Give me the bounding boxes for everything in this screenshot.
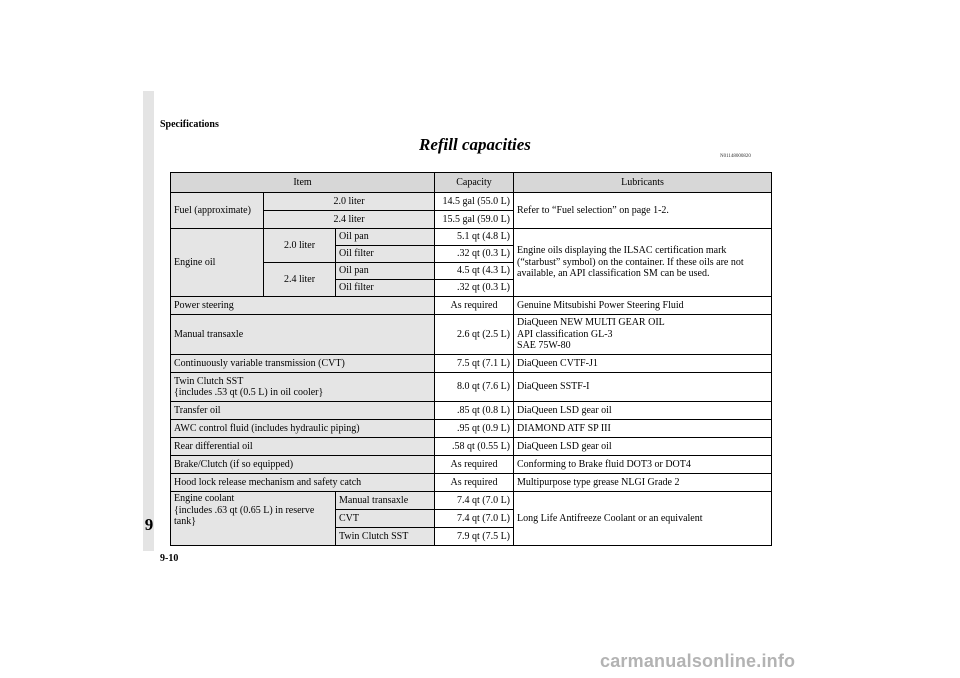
capacity-cell: .85 qt (0.8 L) (435, 402, 514, 420)
document-code: N01148000820 (720, 154, 751, 159)
table-row (171, 492, 772, 510)
item-cell: Transfer oil (171, 402, 435, 420)
section-title: Specifications (160, 119, 219, 130)
coolant-capacity: 7.9 qt (7.5 L) (435, 528, 514, 546)
page-title: Refill capacities (419, 135, 531, 154)
engine-oil-part: Oil filter (336, 246, 435, 263)
watermark: carmanualsonline.info (600, 651, 796, 671)
table-row (171, 373, 772, 402)
engine-oil-capacity: 5.1 qt (4.8 L) (435, 229, 514, 246)
header-item: Item (171, 173, 435, 193)
fuel-capacity: 15.5 gal (59.0 L) (435, 211, 514, 229)
item-cell: AWC control fluid (includes hydraulic piping) (171, 420, 435, 438)
lubricant-cell: DiaQueen CVTF-J1 (514, 355, 772, 373)
lubricant-cell: DiaQueen LSD gear oil (514, 402, 772, 420)
table-row (171, 315, 772, 355)
engine-oil-part: Oil pan (336, 229, 435, 246)
table-row (171, 402, 772, 420)
coolant-lubricant: Long Life Antifreeze Coolant or an equivalent (514, 492, 772, 546)
lubricant-line: API classification GL-3 (517, 328, 613, 340)
table-row (171, 297, 772, 315)
engine-oil-part: Oil pan (336, 263, 435, 280)
header-capacity: Capacity (435, 173, 514, 193)
header-lubricants: Lubricants (514, 173, 772, 193)
lubricant-cell: Multipurpose type grease NLGI Grade 2 (514, 474, 772, 492)
engine-oil-label: Engine oil (171, 229, 264, 297)
lubricant-line: DiaQueen NEW MULTI GEAR OIL (517, 317, 665, 329)
capacity-cell: 8.0 qt (7.6 L) (435, 373, 514, 402)
lubricant-line: SAE 75W-80 (517, 340, 571, 352)
refill-capacities-table (170, 172, 772, 546)
table-row (171, 229, 772, 246)
fuel-variant: 2.4 liter (264, 211, 435, 229)
engine-oil-part: Oil filter (336, 280, 435, 297)
item-line: Twin Clutch SST (174, 375, 244, 387)
item-line: {includes .53 qt (0.5 L) in oil cooler} (174, 387, 324, 398)
item-cell: Continuously variable transmission (CVT) (171, 355, 435, 373)
coolant-label-line: Engine coolant (174, 493, 235, 504)
item-cell: Rear differential oil (171, 438, 435, 456)
coolant-label-line: {includes .63 qt (0.65 L) in reserve (174, 504, 315, 516)
lubricant-cell: DiaQueen SSTF-I (514, 373, 772, 402)
capacity-cell: As required (435, 297, 514, 315)
lubricant-cell: Conforming to Brake fluid DOT3 or DOT4 (514, 456, 772, 474)
chapter-tab-number: 9 (144, 515, 154, 534)
capacity-cell: 2.6 qt (2.5 L) (435, 315, 514, 355)
table-row (171, 355, 772, 373)
capacity-cell: As required (435, 474, 514, 492)
coolant-label (171, 492, 336, 546)
page-number: 9-10 (160, 553, 179, 564)
coolant-variant: Manual transaxle (336, 492, 435, 510)
table-row (171, 193, 772, 211)
lubricant-cell (514, 315, 772, 355)
item-cell: Brake/Clutch (if so equipped) (171, 456, 435, 474)
fuel-capacity: 14.5 gal (55.0 L) (435, 193, 514, 211)
coolant-capacity: 7.4 qt (7.0 L) (435, 492, 514, 510)
table-row (171, 438, 772, 456)
capacity-cell: 7.5 qt (7.1 L) (435, 355, 514, 373)
coolant-capacity: 7.4 qt (7.0 L) (435, 510, 514, 528)
engine-oil-capacity: .32 qt (0.3 L) (435, 280, 514, 297)
capacity-cell: As required (435, 456, 514, 474)
coolant-label-line: tank} (174, 516, 197, 527)
table-row (171, 456, 772, 474)
fuel-lubricant: Refer to “Fuel selection” on page 1-2. (514, 193, 772, 229)
chapter-tab (143, 91, 154, 551)
engine-oil-lubricant: Engine oils displaying the ILSAC certification mark (“starbust” symbol) on the container. If these oils are not available, an API classification SM can be used. (514, 229, 772, 297)
table-row (171, 474, 772, 492)
table-header-row (171, 173, 772, 193)
lubricant-cell: Genuine Mitsubishi Power Steering Fluid (514, 297, 772, 315)
table-row (171, 420, 772, 438)
coolant-variant: Twin Clutch SST (336, 528, 435, 546)
coolant-variant: CVT (336, 510, 435, 528)
engine-oil-variant: 2.4 liter (264, 263, 336, 297)
engine-oil-capacity: .32 qt (0.3 L) (435, 246, 514, 263)
item-cell: Power steering (171, 297, 435, 315)
capacity-cell: .95 qt (0.9 L) (435, 420, 514, 438)
engine-oil-capacity: 4.5 qt (4.3 L) (435, 263, 514, 280)
capacity-cell: .58 qt (0.55 L) (435, 438, 514, 456)
lubricant-cell: DiaQueen LSD gear oil (514, 438, 772, 456)
lubricant-cell: DIAMOND ATF SP III (514, 420, 772, 438)
engine-oil-variant: 2.0 liter (264, 229, 336, 263)
item-cell (171, 373, 435, 402)
item-cell: Manual transaxle (171, 315, 435, 355)
fuel-label: Fuel (approximate) (171, 193, 264, 229)
item-cell: Hood lock release mechanism and safety catch (171, 474, 435, 492)
fuel-variant: 2.0 liter (264, 193, 435, 211)
